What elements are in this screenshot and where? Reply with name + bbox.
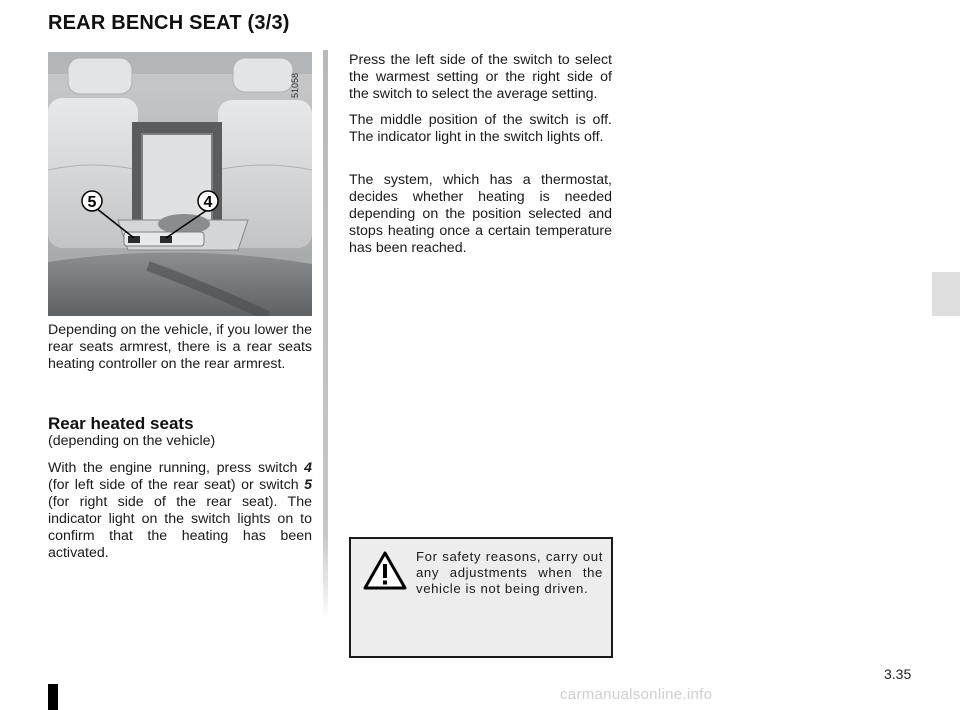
callout-4: 4 [203,194,213,211]
warning-triangle-icon [363,551,407,591]
instructions-paragraph [48,460,312,562]
section-heading: Rear heated seats [48,414,194,433]
page-number: 3.35 [884,666,912,682]
safety-warning-box [349,537,613,658]
intro-paragraph: Depending on the vehicle, if you lower the rear seats armrest, there is a rear seats heating controller on the rear armrest. [48,322,312,372]
page-title: REAR BENCH SEAT (3/3) [48,12,290,34]
section-subheading: (depending on the vehicle) [48,433,216,449]
instructions-text-3: (for right side of the rear seat). The indicator light on the switch lights on to confirm that the heating has been activated. [48,494,312,561]
right-paragraph-3: The system, which has a thermostat, decides whether heating is needed depending on the position selected and stops heating once a certain temperature has been reached. [349,172,612,256]
switch-5-ref: 5 [304,477,312,493]
column-divider [323,50,328,620]
right-paragraph-2: The middle position of the switch is off. The indicator light in the switch lights off. [349,112,612,145]
watermark: carmanualsonline.info [560,686,713,703]
switch-4-ref: 4 [304,460,312,476]
instructions-text-1: With the engine running, press switch [48,460,305,476]
instructions-text-2: (for left side of the rear seat) or switch [48,477,305,493]
warning-text: For safety reasons, carry out any adjustments when the vehicle is not being driven. [416,549,603,596]
chapter-tab [932,272,960,316]
figure-code: 51058 [290,72,300,98]
right-paragraph-1: Press the left side of the switch to select the warmest setting or the right side of the switch to select the average setting. [349,52,612,102]
callout-5: 5 [87,194,97,211]
page-corner-mark [48,684,58,710]
rear-armrest-illustration [48,52,312,316]
